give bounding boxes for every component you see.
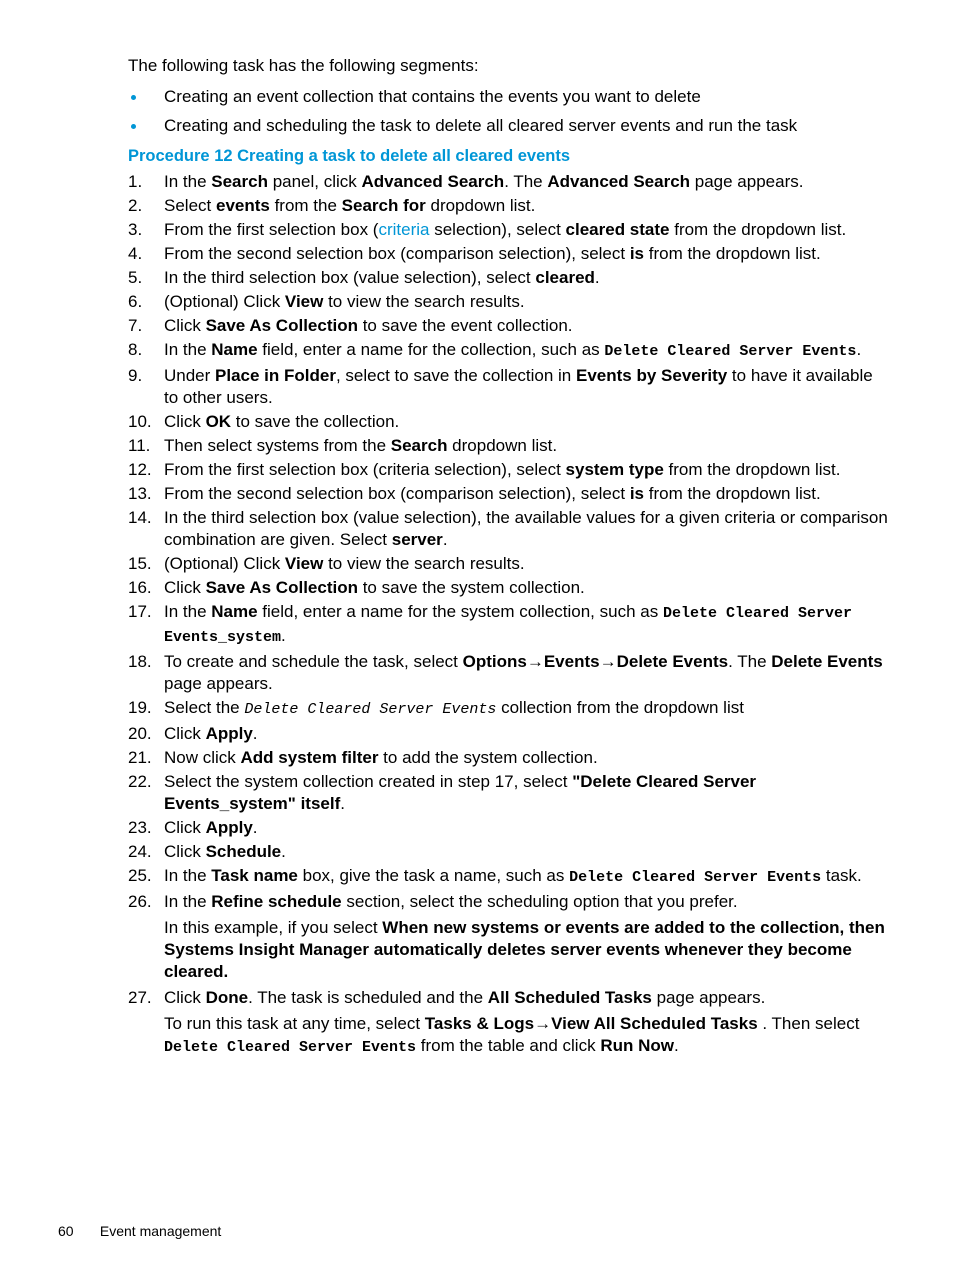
step-body [164, 723, 888, 745]
code-value: Delete Cleared Server Events [569, 869, 822, 886]
step-text: , select to save the collection in [335, 366, 576, 385]
procedure-step [128, 747, 888, 769]
procedure-step [128, 411, 888, 433]
step-text: From the second selection box (comparison selection), select [164, 244, 630, 263]
bold-term: Save As Collection [205, 578, 358, 597]
step-text: . [673, 1036, 679, 1055]
step-text: to view the search results. [323, 292, 525, 311]
step-body [164, 865, 888, 889]
procedure-step [128, 771, 888, 815]
step-body [164, 577, 888, 599]
procedure-step [128, 291, 888, 313]
step-number: 23. [128, 818, 152, 837]
step-text: Click [164, 842, 206, 861]
bold-term: system type [565, 460, 664, 479]
segment-item: Creating an event collection that contains the events you want to delete [128, 86, 797, 108]
step-text: to view the search results. [323, 554, 525, 573]
step-body [164, 315, 888, 337]
bold-term: Apply [205, 724, 253, 743]
step-body [164, 483, 888, 505]
bold-term: OK [205, 412, 232, 431]
step-text: From the first selection box ( [164, 220, 379, 239]
step-text: Click [164, 818, 206, 837]
page-number: 60 [58, 1223, 74, 1239]
bold-term: Name [211, 340, 258, 359]
step-number: 8. [128, 340, 143, 359]
procedure-step [128, 339, 888, 363]
procedure-step [128, 577, 888, 599]
step-text: . [442, 530, 448, 549]
bold-term: is [629, 244, 645, 263]
bold-term: Refine schedule [211, 892, 342, 911]
step-body [164, 291, 888, 313]
procedure-title: Procedure 12 Creating a task to delete all cleared events [128, 147, 571, 165]
bold-term: View [284, 554, 324, 573]
step-body [164, 651, 888, 695]
step-text: → [534, 1014, 552, 1033]
step-body [164, 171, 888, 193]
step-number: 19. [128, 698, 152, 717]
procedure-step [128, 841, 888, 863]
step-text: to save the collection. [231, 412, 400, 431]
step-text: → [599, 652, 617, 671]
segment-list [128, 86, 797, 144]
step-text: Click [164, 724, 206, 743]
step-number: 17. [128, 602, 152, 621]
segment-item: Creating and scheduling the task to delete all cleared server events and run the task [128, 115, 797, 137]
step-text: (Optional) Click [164, 554, 285, 573]
bold-term: server [391, 530, 443, 549]
page-footer [58, 1222, 221, 1240]
step-text: . [340, 794, 345, 813]
step-number: 27. [128, 988, 152, 1007]
procedure-step [128, 267, 888, 289]
code-value: Delete Cleared Server Events [244, 701, 497, 718]
step-text: In the [164, 602, 212, 621]
step-text: In the [164, 340, 212, 359]
bold-term: Run Now [600, 1036, 674, 1055]
step-number: 3. [128, 220, 143, 239]
procedure-step [128, 483, 888, 505]
bold-term: Apply [205, 818, 253, 837]
step-number: 18. [128, 652, 152, 671]
step-text: Click [164, 412, 206, 431]
step-number: 25. [128, 866, 152, 885]
bold-term: Search for [341, 196, 426, 215]
step-number: 7. [128, 316, 143, 335]
step-body [164, 219, 888, 241]
step-text: Then select systems from the [164, 436, 391, 455]
code-value: Delete Cleared Server Events_system [164, 605, 852, 646]
bold-term: Schedule [205, 842, 282, 861]
procedure-step [128, 365, 888, 409]
step-text: . [594, 268, 600, 287]
step-number: 24. [128, 842, 152, 861]
step-text: To run this task at any time, select [164, 1014, 425, 1033]
step-body [164, 435, 888, 457]
step-text: to save the event collection. [357, 316, 573, 335]
step-number: 2. [128, 196, 143, 215]
step-text: to add the system collection. [378, 748, 598, 767]
bold-term: cleared state [565, 220, 670, 239]
bold-term: Options [462, 652, 527, 671]
procedure-step [128, 651, 888, 695]
bold-term: Search [211, 172, 268, 191]
step-text: . [252, 724, 258, 743]
step-text: field, enter a name for the collection, such as [257, 340, 605, 359]
step-number: 5. [128, 268, 143, 287]
step-text: To create and schedule the task, select [164, 652, 463, 671]
step-text: from the dropdown list. [644, 484, 821, 503]
step-text: . The task is scheduled and the [248, 988, 488, 1007]
step-body [164, 601, 888, 649]
bold-term: All Scheduled Tasks [487, 988, 652, 1007]
step-text: to save the system collection. [357, 578, 585, 597]
step-text: dropdown list. [425, 196, 536, 215]
step-number: 4. [128, 244, 143, 263]
step-text: → [526, 652, 544, 671]
step-text: Select [164, 196, 216, 215]
step-body [164, 841, 888, 863]
bold-term: Done [205, 988, 249, 1007]
procedure-step [128, 435, 888, 457]
step-body [164, 365, 888, 409]
step-body [164, 771, 888, 815]
step-text: selection), select [429, 220, 566, 239]
step-number: 13. [128, 484, 152, 503]
procedure-step [128, 171, 888, 193]
step-number: 14. [128, 508, 152, 527]
step-note [164, 917, 888, 983]
step-text: . [252, 818, 258, 837]
bold-term: Tasks & Logs [424, 1014, 535, 1033]
bold-term: cleared [535, 268, 595, 287]
step-text: from the dropdown list. [663, 460, 841, 479]
procedure-step [128, 987, 888, 1059]
procedure-step [128, 865, 888, 889]
bold-term: Events by Severity [576, 366, 728, 385]
bold-term: Task name [211, 866, 298, 885]
step-number: 6. [128, 292, 143, 311]
bold-term: Advanced Search [547, 172, 691, 191]
step-text: page appears. [651, 988, 766, 1007]
procedure-step [128, 243, 888, 265]
step-text: From the first selection box (criteria selection), select [164, 460, 566, 479]
step-text: Click [164, 316, 206, 335]
bold-term: Place in Folder [215, 366, 336, 385]
step-number: 21. [128, 748, 152, 767]
procedure-step [128, 723, 888, 745]
step-body [164, 411, 888, 433]
step-text: Now click [164, 748, 241, 767]
intro-text: The following task has the following segments: [128, 56, 479, 75]
step-text: dropdown list. [447, 436, 558, 455]
bold-term: events [215, 196, 270, 215]
step-text: . The [504, 172, 548, 191]
bold-term: Add system filter [240, 748, 379, 767]
procedure-step [128, 697, 888, 721]
bold-term: Save As Collection [205, 316, 358, 335]
step-text: from the [269, 196, 342, 215]
step-body [164, 697, 888, 721]
step-text: field, enter a name for the system collection, such as [257, 602, 663, 621]
bold-term: is [629, 484, 645, 503]
step-text: to have it available to other users. [164, 366, 873, 407]
bold-term: When new systems or events are added to the collection, then Systems Insight Manager automatically deletes server events whenever they become cleared. [164, 918, 885, 981]
bold-term: Search [390, 436, 448, 455]
step-text: In the [164, 866, 212, 885]
code-value: Delete Cleared Server Events [164, 1039, 417, 1056]
step-body [164, 891, 888, 913]
step-text: Under [164, 366, 216, 385]
step-text: . [856, 340, 862, 359]
bold-term: Name [211, 602, 258, 621]
bold-term: View All Scheduled Tasks [551, 1014, 758, 1033]
footer-section: Event management [99, 1223, 222, 1239]
step-text: Click [164, 988, 206, 1007]
step-number: 11. [128, 436, 151, 455]
procedure-step [128, 195, 888, 217]
step-body [164, 267, 888, 289]
procedure-step [128, 315, 888, 337]
step-text: section, select the scheduling option that you prefer. [341, 892, 738, 911]
step-text: Select the system collection created in step 17, select [164, 772, 573, 791]
step-text: In the [164, 892, 212, 911]
step-text: Select the [164, 698, 245, 717]
step-note [164, 1013, 888, 1059]
step-body [164, 817, 888, 839]
step-number: 12. [128, 460, 152, 479]
step-number: 10. [128, 412, 152, 431]
step-body [164, 459, 888, 481]
step-body [164, 553, 888, 575]
procedure-step [128, 219, 888, 241]
procedure-step [128, 817, 888, 839]
bold-term: "Delete Cleared Server Events_system" itself [164, 772, 757, 813]
procedure-step [128, 553, 888, 575]
step-body [164, 243, 888, 265]
procedure-steps [128, 171, 888, 1063]
step-text: collection from the dropdown list [496, 698, 744, 717]
step-text: In the third selection box (value selection), select [164, 268, 536, 287]
bold-term: Delete Events [771, 652, 883, 671]
step-text: In the third selection box (value selection), the available values for a given criteria or comparison combination are given. Select [164, 508, 888, 549]
step-body [164, 507, 888, 551]
step-text: . [281, 842, 286, 861]
step-number: 15. [128, 554, 152, 573]
procedure-step [128, 891, 888, 983]
step-text: . The [728, 652, 772, 671]
step-text: from the dropdown list. [644, 244, 821, 263]
step-body [164, 339, 888, 363]
step-text: page appears. [164, 674, 273, 693]
bold-term: Delete Events [616, 652, 729, 671]
step-text: (Optional) Click [164, 292, 285, 311]
step-text: from the dropdown list. [669, 220, 847, 239]
step-text: page appears. [690, 172, 804, 191]
glossary-link[interactable]: criteria [378, 220, 430, 239]
step-text: In the [164, 172, 212, 191]
step-number: 26. [128, 892, 152, 911]
step-number: 1. [128, 172, 143, 191]
step-text: In this example, if you select [164, 918, 383, 937]
step-body [164, 747, 888, 769]
step-text: From the second selection box (comparison selection), select [164, 484, 630, 503]
procedure-step [128, 459, 888, 481]
bold-term: Events [543, 652, 600, 671]
step-text: from the table and click [416, 1036, 601, 1055]
bold-term: View [284, 292, 324, 311]
step-text: task. [821, 866, 862, 885]
step-number: 22. [128, 772, 152, 791]
step-number: 9. [128, 366, 143, 385]
step-text: . [281, 626, 286, 645]
procedure-step [128, 601, 888, 649]
step-text: . Then select [757, 1014, 860, 1033]
step-text: box, give the task a name, such as [297, 866, 570, 885]
step-number: 16. [128, 578, 152, 597]
code-value: Delete Cleared Server Events [604, 343, 857, 360]
bold-term: Advanced Search [361, 172, 505, 191]
step-text: Click [164, 578, 206, 597]
step-body [164, 987, 888, 1009]
step-body [164, 195, 888, 217]
step-text: panel, click [267, 172, 362, 191]
step-number: 20. [128, 724, 152, 743]
procedure-step [128, 507, 888, 551]
